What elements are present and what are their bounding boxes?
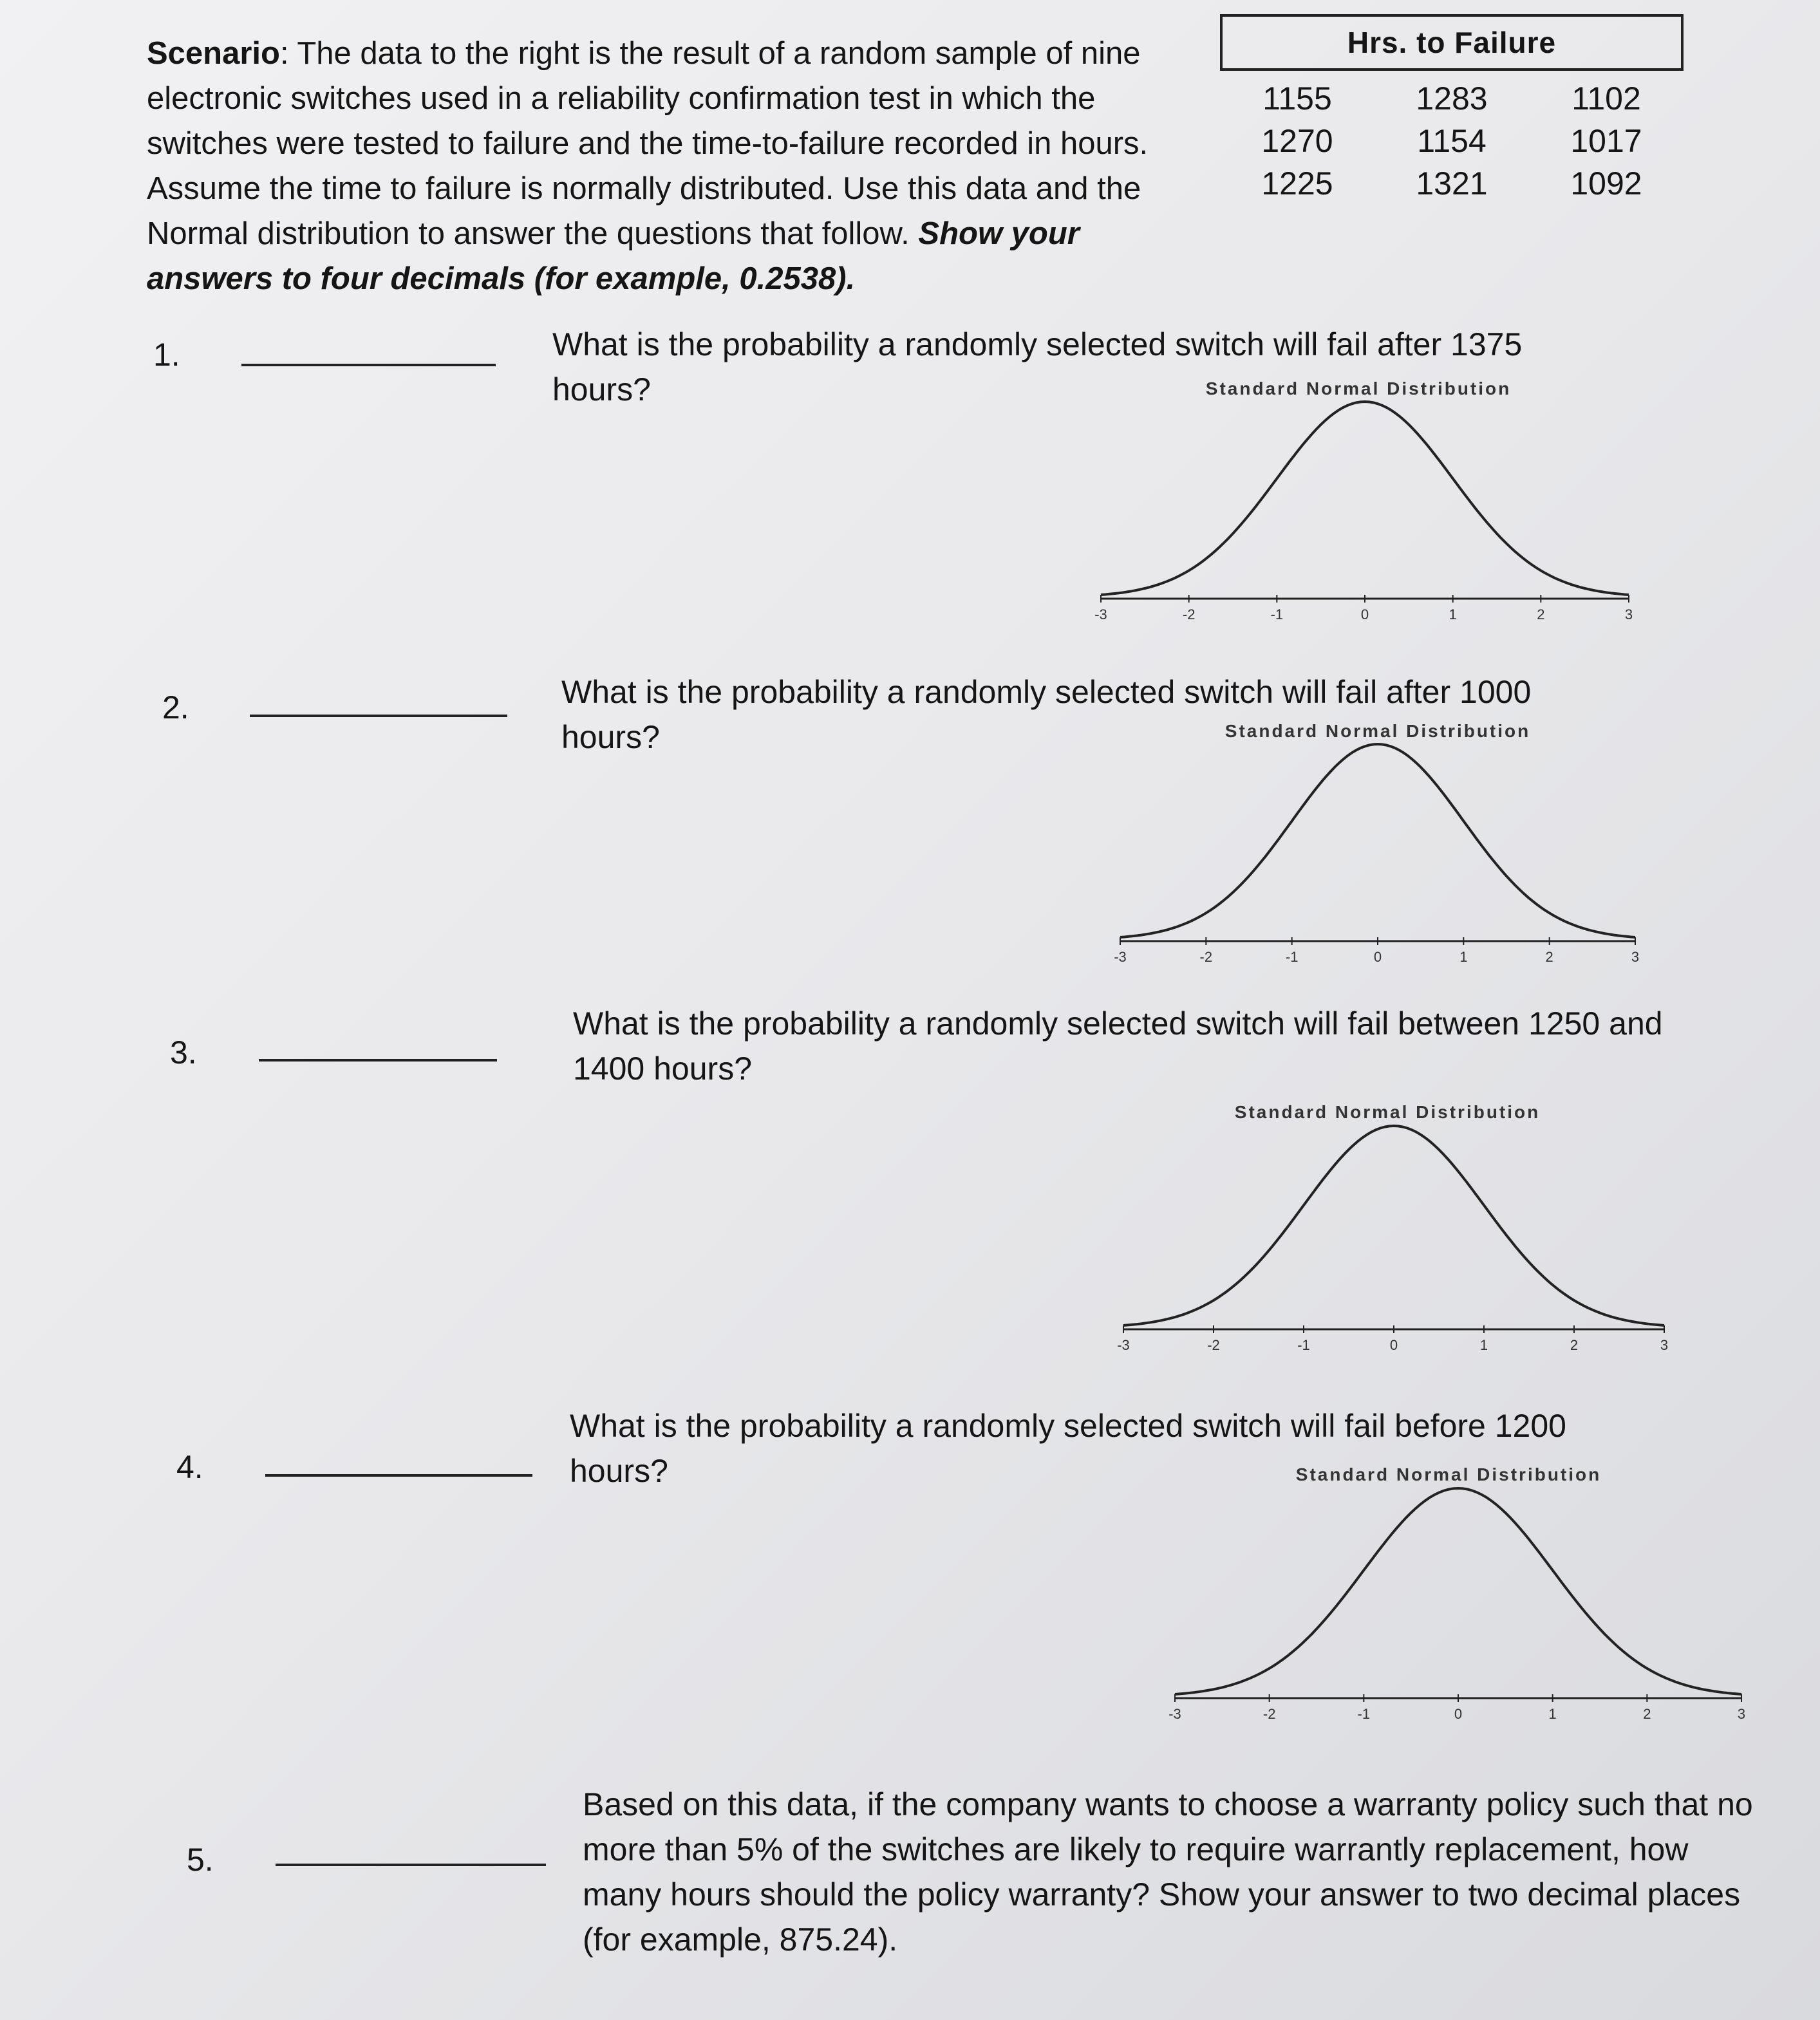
curve-tick-label: 1 [1459, 949, 1468, 965]
question-2-number: 2. [162, 689, 189, 725]
question-3-answer-blank[interactable] [259, 1059, 497, 1061]
curve-tick-label: 2 [1643, 1706, 1651, 1722]
curve-tick-label: -2 [1182, 606, 1196, 622]
normal-curve-2 [1114, 742, 1642, 977]
normal-curve-line [1175, 1488, 1741, 1694]
curve-tick-label: 0 [1454, 1706, 1463, 1722]
question-5-text: Based on this data, if the company wants to choose a warranty policy such that no more than 5% of the switches are likely to require warrantly replacement, how many hours should the policy warranty? Show your answer to two decimal places (for example, 875.24). [583, 1786, 1753, 1958]
table-cell: 1102 [1571, 80, 1641, 117]
curve-tick-label: -2 [1262, 1706, 1276, 1722]
curve-tick-label: -3 [1117, 1337, 1130, 1353]
curve-tick-label: -1 [1297, 1337, 1310, 1353]
curve-tick-label: 3 [1660, 1337, 1669, 1353]
normal-curve-line [1101, 402, 1629, 595]
question-4-answer-blank[interactable] [265, 1474, 532, 1477]
question-5-answer-blank[interactable] [276, 1864, 546, 1866]
curve-tick-label: 2 [1537, 606, 1545, 622]
table-cell: 1154 [1417, 123, 1487, 159]
question-1-number: 1. [153, 337, 180, 373]
curve-tick-label: 0 [1373, 949, 1382, 965]
scenario-paragraph [147, 31, 1203, 301]
curve-tick-label: 1 [1449, 606, 1457, 622]
curve-tick-label: 3 [1631, 949, 1640, 965]
curve-tick-label: 1 [1548, 1706, 1557, 1722]
curve-tick-label: -3 [1114, 949, 1127, 965]
question-5-number: 5. [187, 1842, 214, 1878]
curve-tick-label: -3 [1168, 1706, 1181, 1722]
curve-tick-label: -2 [1199, 949, 1213, 965]
scenario-label: Scenario [147, 36, 280, 71]
table-header: Hrs. to Failure [1220, 14, 1684, 71]
table-cell: 1270 [1261, 123, 1333, 159]
normal-curve-line [1123, 1126, 1664, 1325]
question-3-number: 3. [170, 1034, 197, 1071]
curve-2-title: Standard Normal Distribution [1224, 721, 1531, 741]
curve-tick-label: -1 [1270, 606, 1284, 622]
curve-tick-label: -1 [1285, 949, 1299, 965]
scenario-text: : The data to the right is the result of a random sample of nine electronic switches used in a reliability confirmation test in which the switches were tested to failure and the time-to-failure recorded in hours. Assume the time to failure is normally distributed. Use this data and the Normal distribution to answer the questions that follow. [147, 36, 1149, 251]
normal-curve-3 [1117, 1123, 1671, 1365]
curve-4-title: Standard Normal Distribution [1295, 1464, 1602, 1484]
table-cell: 1225 [1261, 165, 1333, 201]
table-cell: 1283 [1416, 80, 1488, 117]
curve-1-title: Standard Normal Distribution [1205, 379, 1512, 398]
question-2-text: What is the probability a randomly selected switch will fail after 1000 hours? [561, 674, 1532, 755]
table-cell: 1321 [1416, 165, 1488, 201]
curve-tick-label: 2 [1570, 1337, 1579, 1353]
curve-tick-label: 3 [1624, 606, 1633, 622]
question-2-answer-blank[interactable] [250, 715, 507, 717]
table-grid [1220, 80, 1684, 202]
curve-tick-label: -2 [1207, 1337, 1220, 1353]
question-1-text: What is the probability a randomly selected switch will fail after 1375 hours? [552, 326, 1523, 407]
curve-tick-label: 2 [1545, 949, 1553, 965]
failure-data-table [1220, 14, 1684, 202]
curve-tick-label: 3 [1737, 1706, 1746, 1722]
curve-tick-label: 0 [1360, 606, 1369, 622]
normal-curve-4 [1168, 1486, 1748, 1734]
curve-tick-label: -3 [1094, 606, 1107, 622]
question-3-text: What is the probability a randomly selected switch will fail between 1250 and 1400 hours? [573, 1005, 1663, 1087]
curve-tick-label: 0 [1389, 1337, 1398, 1353]
question-4-text: What is the probability a randomly selected switch will fail before 1200 hours? [570, 1408, 1566, 1489]
table-cell: 1092 [1570, 165, 1642, 201]
table-cell: 1017 [1570, 123, 1642, 159]
curve-tick-label: -1 [1357, 1706, 1371, 1722]
curve-3-title: Standard Normal Distribution [1234, 1102, 1541, 1122]
normal-curve-1 [1094, 399, 1635, 634]
scenario-emphasis: Show your answers to four decimals (for example, 0.2538). [147, 216, 1080, 296]
question-4-number: 4. [176, 1449, 203, 1485]
normal-curve-line [1120, 744, 1635, 937]
curve-tick-label: 1 [1479, 1337, 1488, 1353]
question-1-answer-blank[interactable] [241, 364, 496, 366]
table-cell: 1155 [1262, 80, 1332, 117]
